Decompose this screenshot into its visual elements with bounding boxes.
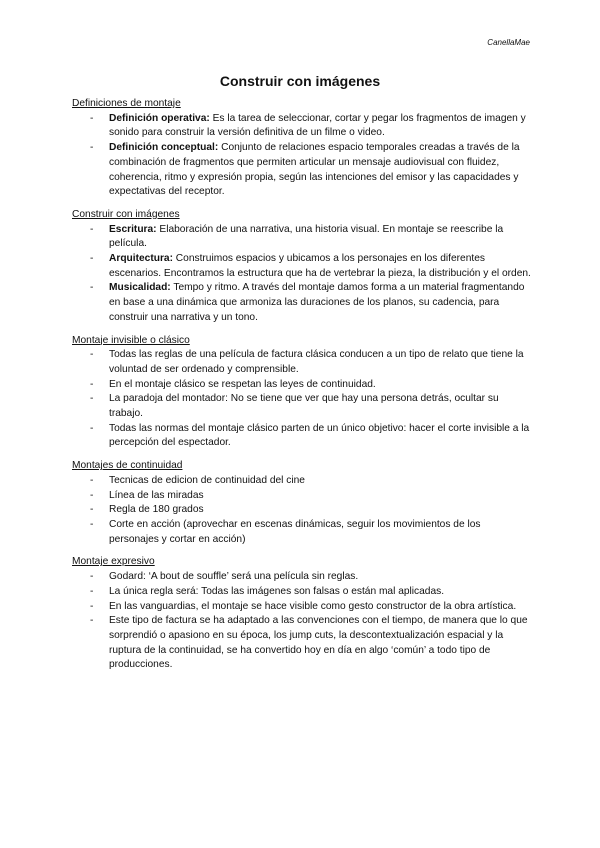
document-body (72, 97, 532, 681)
section-title: Definiciones de montaje (72, 98, 181, 109)
list-item: - Regla de 180 grados (90, 504, 204, 516)
document-title: Construir con imágenes (219, 73, 381, 89)
bullet-list (72, 474, 532, 548)
section-definiciones (72, 97, 532, 200)
item-text: La única regla será: Todas las imágenes son falsas o están mal aplicadas. (109, 585, 445, 597)
list-item: - Definición operativa: Es la tarea de seleccionar, cortar y pegar los fragmentos de imagen y sonido para construir la versión definitiva de un filme o video. (90, 112, 526, 139)
item-term: Arquitectura: (109, 253, 173, 265)
item-text: Tecnicas de edicion de continuidad del cine (109, 474, 305, 486)
list-item: - La única regla será: Todas las imágenes son falsas o están mal aplicadas. (90, 585, 445, 597)
section-title: Montaje expresivo (72, 556, 155, 568)
list-item: - Escritura: Elaboración de una narrativa, una historia visual. En montaje se reescribe la película. (90, 223, 504, 250)
list-item: - Musicalidad: Tempo y ritmo. A través del montaje damos forma a un material fragmentando en base a una dinámica que armoniza las duraciones de los planos, su cadencia, para construir una narrativa y un tono. (90, 282, 525, 323)
section-title: Montajes de continuidad (72, 460, 183, 472)
item-text: Elaboración de una narrativa, una historia visual. En montaje se reescribe la película. (109, 223, 504, 250)
item-text: Godard: ‘A bout de souffle’ será una película sin reglas. (109, 571, 359, 583)
item-text: Línea de las miradas (109, 489, 204, 501)
item-text: Todas las reglas de una película de factura clásica conducen a un tipo de relato que tiene la voluntad de ser ordenado y comprensible. (109, 349, 524, 375)
section-construir (72, 208, 532, 326)
item-text: En el montaje clásico se respetan las leyes de continuidad. (109, 378, 376, 390)
item-text: Regla de 180 grados (109, 504, 204, 516)
item-term: Escritura: (109, 223, 157, 235)
item-term: Definición operativa: (109, 112, 210, 124)
section-expresivo (72, 555, 532, 673)
item-text: En las vanguardias, el montaje se hace visible como gesto constructor de la obra artística. (109, 600, 517, 612)
section-title: Construir con imágenes (72, 208, 180, 220)
bullet-list (72, 223, 532, 326)
item-text: Tempo y ritmo. A través del montaje damos forma a un material fragmentando en base a una dinámica que armoniza las duraciones de los planos, su cadencia, para construir una narrativa y un tono. (109, 282, 525, 323)
list-item: - Definición conceptual: Conjunto de relaciones espacio temporales creadas a través de la combinación de fragmentos que permiten articular un mensaje audiovisual con fluidez, coherencia, ritmo y expresión propia, según las intenciones del emisor y las capacidades y expectativas del receptor. (90, 142, 520, 198)
list-item: - Arquitectura: Construimos espacios y ubicamos a los personajes en los diferentes escenarios. Encontramos la estructura que ha de vertebrar la pieza, la distribución y el orden. (90, 253, 531, 279)
bullet-list (72, 112, 532, 200)
item-text: Todas las normas del montaje clásico parten de un único objetivo: hacer el corte invisible a la percepción del espectador. (109, 422, 530, 449)
list-item: - En el montaje clásico se respetan las leyes de continuidad. (90, 378, 376, 390)
bullet-list (72, 570, 532, 673)
item-text: Corte en acción (aprovechar en escenas dinámicas, seguir los movimientos de los personajes y cortar en acción) (109, 518, 481, 545)
item-text: Este tipo de factura se ha adaptado a las convenciones con el tiempo, de manera que lo que sorprendió o apasiono en su época, los jump cuts, la descontextualización espacial y la ruptura de la continuidad, se ha convertido hoy en día en algo ‘común’ a todo tipo de producciones. (109, 615, 528, 671)
section-montaje-invisible (72, 334, 532, 452)
list-item: - Este tipo de factura se ha adaptado a las convenciones con el tiempo, de manera que lo que sorprendió o apasiono en su época, los jump cuts, la descontextualización espacial y la ruptura de la continuidad, se ha convertido hoy en día en algo ‘común’ a todo tipo de producciones. (90, 615, 528, 671)
section-continuidad (72, 459, 532, 547)
list-item: - Todas las reglas de una película de factura clásica conducen a un tipo de relato que tiene la voluntad de ser ordenado y comprensible. (90, 349, 524, 375)
item-text: La paradoja del montador: No se tiene que ver que hay una persona detrás, ocultar su trabajo. (109, 393, 499, 420)
section-title: Montaje invisible o clásico (72, 334, 190, 346)
list-item: - Godard: ‘A bout de souffle’ será una película sin reglas. (90, 571, 359, 583)
item-text: Construimos espacios y ubicamos a los personajes en los diferentes escenarios. Encontramos la estructura que ha de vertebrar la pieza, la distribución y el orden. (109, 253, 531, 279)
list-item: - Todas las normas del montaje clásico parten de un único objetivo: hacer el corte invisible a la percepción del espectador. (90, 422, 530, 449)
list-item: - Corte en acción (aprovechar en escenas dinámicas, seguir los movimientos de los personajes y cortar en acción) (90, 518, 481, 545)
bullet-list (72, 348, 532, 451)
list-item: - En las vanguardias, el montaje se hace visible como gesto constructor de la obra artística. (90, 600, 517, 612)
item-term: Musicalidad: (109, 282, 171, 294)
author-name: CanellaMae (487, 38, 530, 47)
item-text: Es la tarea de seleccionar, cortar y pegar los fragmentos de imagen y sonido para construir la versión definitiva de un filme o video. (109, 112, 526, 139)
item-text: Conjunto de relaciones espacio temporales creadas a través de la combinación de fragmentos que permiten articular un mensaje audiovisual con fluidez, coherencia, ritmo y expresión propia, según las intenciones del emisor y las capacidades y expectativas del receptor. (109, 142, 520, 198)
list-item: - Línea de las miradas (90, 489, 204, 501)
list-item: - La paradoja del montador: No se tiene que ver que hay una persona detrás, ocultar su trabajo. (90, 393, 499, 420)
list-item: - Tecnicas de edicion de continuidad del cine (90, 474, 305, 486)
item-term: Definición conceptual: (109, 142, 219, 154)
